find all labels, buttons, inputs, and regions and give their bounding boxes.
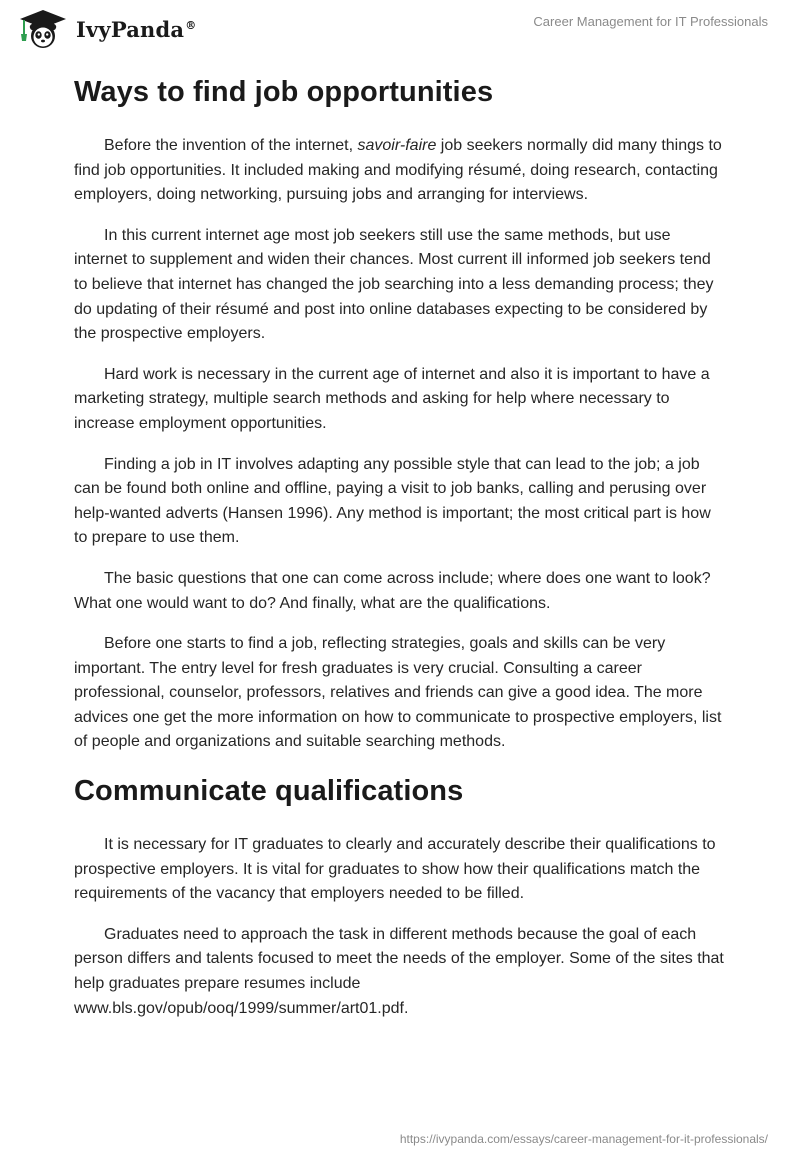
paragraph: Hard work is necessary in the current age of internet and also it is important to have a marketing strategy, multiple search methods and asking for help where necessary to increase employment opportunities. — [74, 365, 710, 432]
paragraph: The basic questions that one can come across include; where does one want to look? What one would want to do? And finally, what are the qualifications. — [74, 569, 711, 612]
brand-name: IvyPanda® — [76, 16, 197, 42]
paragraph: Before one starts to find a job, reflecting strategies, goals and skills can be very important. The entry level for fresh graduates is very crucial. Consulting a career professional, counselor, professors, relatives and friends can give a good idea. The more advices one get the more information on how to communicate to prospective employers, list of people and organizations and suitable searching methods. — [74, 635, 722, 751]
paragraph: Finding a job in IT involves adapting any possible style that can lead to the job; a job can be found both online and offline, paying a visit to job banks, calling and perusing over help-wanted adverts (Hansen 1996). Any method is important; the most critical part is how to prepare to use them. — [74, 455, 711, 547]
source-url[interactable]: https://ivypanda.com/essays/career-management-for-it-professionals/ — [399, 1132, 768, 1146]
paragraph: In this current internet age most job seekers still use the same methods, but use internet to supplement and widen their chances. Most current ill informed job seekers tend to believe that internet has changed the job searching into a less demanding process; they do updating of their résumé and post into online databases expecting to be considered by the prospective employers. — [74, 226, 714, 343]
panda-graduation-cap-icon — [16, 8, 70, 50]
paragraph: It is necessary for IT graduates to clearly and accurately describe their qualifications to prospective employers. It is vital for graduates to show how their qualifications match the requirements of the vacancy that employers needed to be filled. — [74, 836, 716, 903]
section-heading-find-jobs: Ways to find job opportunities — [74, 76, 494, 108]
article-body — [74, 70, 728, 1037]
paragraph: Before the invention of the internet, savoir-faire job seekers normally did many things to find job opportunities. It included making and modifying résumé, doing research, contacting employers, doing networking, pursuing jobs and arranging for interviews. — [74, 137, 722, 204]
emphasis-term: savoir-faire — [357, 137, 437, 154]
brand-logo[interactable] — [16, 8, 196, 50]
page-header — [0, 0, 800, 60]
section-heading-communicate-qualifications: Communicate qualifications — [74, 775, 464, 808]
reference-url: www.bls.gov/opub/ooq/1999/summer/art01.pdf. — [74, 999, 409, 1017]
running-title: Career Management for IT Professionals — [533, 14, 768, 29]
paragraph: Graduates need to approach the task in different methods because the goal of each person differs and talents focused to meet the needs of the employer. Some of the sites that help graduates prepare resumes include www.bls.gov/opub/ooq/1999/summer/art01.pdf. — [74, 925, 724, 1017]
